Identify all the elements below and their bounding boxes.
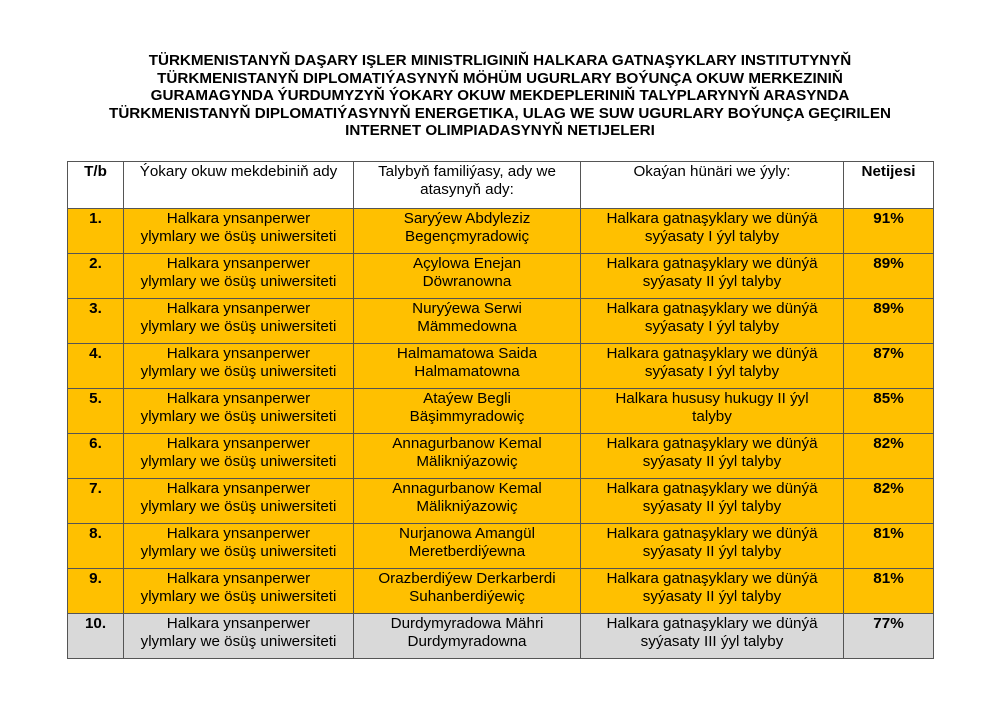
row-number: 7. (68, 479, 124, 524)
speciality-cell (581, 479, 844, 524)
row-number: 9. (68, 569, 124, 614)
result-cell: 81% (844, 524, 934, 569)
student-cell (354, 479, 581, 524)
row-number: 8. (68, 524, 124, 569)
university-cell (124, 209, 354, 254)
result-cell: 82% (844, 479, 934, 524)
speciality-line: syýasaty I ýyl talyby (644, 228, 780, 245)
university-cell (124, 524, 354, 569)
header-speciality: Okaýan hünäri we ýyly: (581, 162, 844, 209)
result-cell: 89% (844, 254, 934, 299)
university-line: ylymlary we ösüş uniwersiteti (140, 273, 337, 290)
university-cell (124, 569, 354, 614)
university-cell (124, 344, 354, 389)
speciality-line: Halkara gatnaşyklary we dünýä (606, 615, 818, 632)
student-name-line: Nuryýewa Serwi (412, 300, 522, 317)
student-cell (354, 524, 581, 569)
speciality-line: Halkara gatnaşyklary we dünýä (606, 435, 818, 452)
table-row (68, 254, 934, 299)
speciality-line: talyby (692, 408, 732, 425)
row-number: 5. (68, 389, 124, 434)
student-cell (354, 254, 581, 299)
table-row (68, 389, 934, 434)
student-name-line: Saryýew Abdyleziz (403, 210, 531, 227)
speciality-line: syýasaty II ýyl talyby (642, 273, 782, 290)
result-cell: 82% (844, 434, 934, 479)
student-name-line: Ataýew Begli (423, 390, 511, 407)
student-cell (354, 569, 581, 614)
student-name-line: Bäşimmyradowiç (409, 408, 525, 425)
document-title (0, 52, 1000, 140)
speciality-cell (581, 299, 844, 344)
speciality-line: Halkara gatnaşyklary we dünýä (606, 345, 818, 362)
speciality-line: syýasaty II ýyl talyby (642, 588, 782, 605)
student-cell (354, 434, 581, 479)
university-line: Halkara ynsanperwer (166, 255, 311, 272)
title-line: TÜRKMENISTANYŇ DIPLOMATIÝASYNYŇ MÖHÜM UGURLARY BOÝUNÇA OKUW MERKEZINIŇ (157, 69, 843, 87)
header-student: Talybyň familiýasy, ady we atasynyň ady: (354, 162, 581, 209)
university-cell (124, 434, 354, 479)
speciality-cell (581, 209, 844, 254)
result-cell: 89% (844, 299, 934, 344)
header-university: Ýokary okuw mekdebiniň ady (124, 162, 354, 209)
university-line: ylymlary we ösüş uniwersiteti (140, 543, 337, 560)
student-name-line: Annagurbanow Kemal (392, 435, 542, 452)
table-row (68, 614, 934, 659)
university-cell (124, 254, 354, 299)
student-name-line: Durdymyradowa Mähri (390, 615, 544, 632)
student-name-line: Begençmyradowiç (404, 228, 530, 245)
table-row (68, 434, 934, 479)
speciality-line: syýasaty II ýyl talyby (642, 543, 782, 560)
table-row (68, 479, 934, 524)
result-cell: 91% (844, 209, 934, 254)
university-line: ylymlary we ösüş uniwersiteti (140, 318, 337, 335)
student-name-line: Meretberdiýewna (408, 543, 526, 560)
student-cell (354, 614, 581, 659)
speciality-line: syýasaty I ýyl talyby (644, 318, 780, 335)
university-line: ylymlary we ösüş uniwersiteti (140, 408, 337, 425)
speciality-cell (581, 344, 844, 389)
university-line: Halkara ynsanperwer (166, 345, 311, 362)
speciality-cell (581, 524, 844, 569)
speciality-line: Halkara gatnaşyklary we dünýä (606, 210, 818, 227)
university-line: ylymlary we ösüş uniwersiteti (140, 498, 337, 515)
row-number: 6. (68, 434, 124, 479)
table-row (68, 344, 934, 389)
result-cell: 87% (844, 344, 934, 389)
university-cell (124, 614, 354, 659)
row-number: 4. (68, 344, 124, 389)
speciality-line: syýasaty III ýyl talyby (640, 633, 784, 650)
table-row (68, 209, 934, 254)
speciality-line: Halkara gatnaşyklary we dünýä (606, 300, 818, 317)
student-cell (354, 209, 581, 254)
speciality-cell (581, 614, 844, 659)
row-number: 10. (68, 614, 124, 659)
student-name-line: Mälikniýazowiç (416, 498, 518, 515)
speciality-line: Halkara gatnaşyklary we dünýä (606, 480, 818, 497)
student-name-line: Annagurbanow Kemal (392, 480, 542, 497)
university-line: Halkara ynsanperwer (166, 210, 311, 227)
student-name-line: Halmamatowa Saida (396, 345, 538, 362)
speciality-cell (581, 254, 844, 299)
speciality-line: Halkara gatnaşyklary we dünýä (606, 570, 818, 587)
result-cell: 85% (844, 389, 934, 434)
table-row (68, 569, 934, 614)
student-name-line: Döwranowna (422, 273, 512, 290)
speciality-line: syýasaty I ýyl talyby (644, 363, 780, 380)
university-line: ylymlary we ösüş uniwersiteti (140, 453, 337, 470)
student-cell (354, 344, 581, 389)
student-name-line: Halmamatowna (414, 363, 520, 380)
speciality-line: Halkara gatnaşyklary we dünýä (606, 525, 818, 542)
speciality-cell (581, 569, 844, 614)
university-cell (124, 299, 354, 344)
university-line: ylymlary we ösüş uniwersiteti (140, 363, 337, 380)
university-line: Halkara ynsanperwer (166, 390, 311, 407)
result-cell: 77% (844, 614, 934, 659)
university-line: Halkara ynsanperwer (166, 525, 311, 542)
title-line: GURAMAGYNDA ÝURDUMYZYŇ ÝOKARY OKUW MEKDEPLERINIŇ TALYPLARYNYŇ ARASYNDA (150, 87, 850, 105)
result-cell: 81% (844, 569, 934, 614)
speciality-line: syýasaty II ýyl talyby (642, 498, 782, 515)
title-line: TÜRKMENISTANYŇ DAŞARY IŞLER MINISTRLIGINIŇ HALKARA GATNAŞYKLARY INSTITUTYNYŇ (148, 52, 852, 69)
student-name-line: Mämmedowna (417, 318, 517, 335)
university-line: ylymlary we ösüş uniwersiteti (140, 633, 337, 650)
student-name-line: Mälikniýazowiç (416, 453, 518, 470)
university-line: ylymlary we ösüş uniwersiteti (140, 228, 337, 245)
speciality-cell (581, 389, 844, 434)
row-number: 3. (68, 299, 124, 344)
student-name-line: Orazberdiýew Derkarberdi (378, 570, 556, 587)
header-row (68, 162, 934, 209)
student-name-line: Durdymyradowna (407, 633, 527, 650)
university-line: Halkara ynsanperwer (166, 300, 311, 317)
university-line: Halkara ynsanperwer (166, 570, 311, 587)
university-cell (124, 389, 354, 434)
university-line: ylymlary we ösüş uniwersiteti (140, 588, 337, 605)
student-cell (354, 389, 581, 434)
student-name-line: Nurjanowa Amangül (399, 525, 535, 542)
row-number: 2. (68, 254, 124, 299)
speciality-cell (581, 434, 844, 479)
student-name-line: Suhanberdiýewiç (409, 588, 525, 605)
university-line: Halkara ynsanperwer (166, 480, 311, 497)
speciality-line: syýasaty II ýyl talyby (642, 453, 782, 470)
university-cell (124, 479, 354, 524)
header-result: Netijesi (844, 162, 934, 209)
student-cell (354, 299, 581, 344)
university-line: Halkara ynsanperwer (166, 615, 311, 632)
title-line: TÜRKMENISTANYŇ DIPLOMATIÝASYNYŇ ENERGETIKA, ULAG WE SUW UGURLARY BOÝUNÇA GEÇIRILEN (109, 104, 891, 122)
table-row (68, 524, 934, 569)
results-table (67, 161, 934, 659)
student-name-line: Açylowa Enejan (412, 255, 522, 272)
table-row (68, 299, 934, 344)
header-num: T/b (68, 162, 124, 209)
speciality-line: Halkara gatnaşyklary we dünýä (606, 255, 818, 272)
speciality-line: Halkara hususy hukugy II ýyl (615, 390, 809, 407)
title-line: INTERNET OLIMPIADASYNYŇ NETIJELERI (345, 122, 655, 140)
row-number: 1. (68, 209, 124, 254)
university-line: Halkara ynsanperwer (166, 435, 311, 452)
